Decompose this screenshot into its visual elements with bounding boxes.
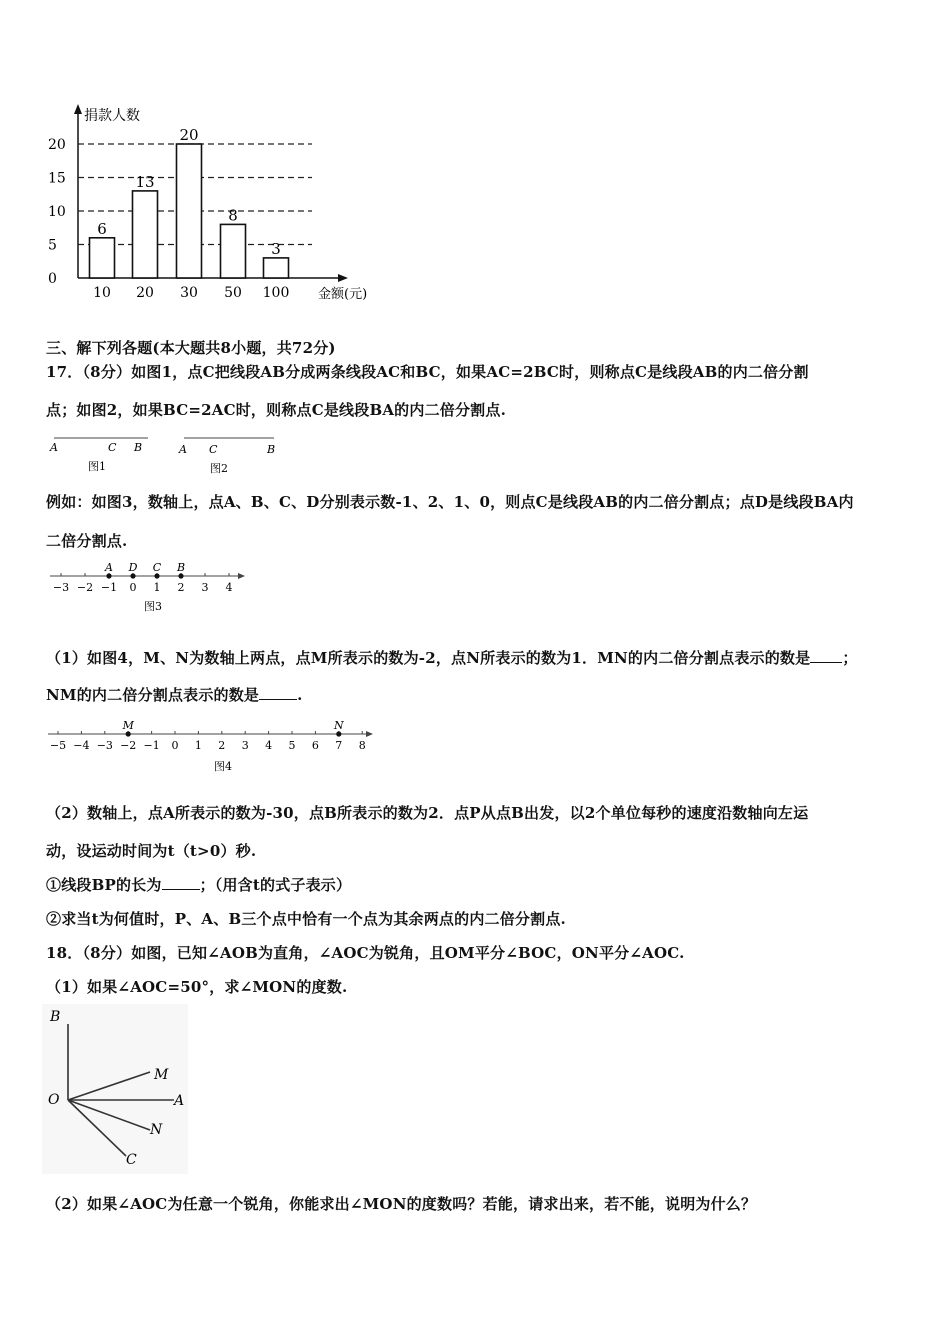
x-tick-label: 20 [136, 285, 154, 301]
tick-label: −3 [96, 739, 113, 752]
label-b: B [134, 441, 143, 454]
q17-figure-1 [46, 430, 156, 475]
q17-figure-4 [46, 714, 376, 776]
tick-label: 8 [358, 739, 366, 752]
tick-label: 3 [241, 739, 249, 752]
part1-tail: ； [842, 649, 858, 667]
figure-caption: 图1 [88, 460, 106, 473]
bar [177, 144, 202, 278]
q17-line1: 17．（8分）如图1，点C把线段AB分成两条线段AC和BC，如果AC=2BC时，则称点C是线段AB的内二倍分割 [46, 363, 809, 381]
tick-label: 2 [218, 739, 226, 752]
point-dot [336, 731, 341, 736]
tick-label: 1 [153, 581, 161, 594]
bar [133, 191, 158, 278]
q18-part2: （2）如果∠AOC为任意一个锐角，你能求出∠MON的度数吗？若能，请求出来，若不能，说明为什么？ [46, 1195, 757, 1213]
q17-part2-sub1 [46, 874, 351, 895]
bar [221, 224, 246, 278]
point-dot [126, 731, 131, 736]
tick-label: −2 [120, 739, 137, 752]
x-tick-label: 50 [224, 285, 242, 301]
point-label: C [152, 561, 162, 574]
q17-example-line1: 例如：如图3，数轴上，点A、B、C、D分别表示数-1、2、1、0，则点C是线段AB的内二倍分割点；点D是线段BA内 [46, 493, 854, 511]
label-c: C [126, 1152, 137, 1168]
q17-figure-2 [176, 430, 286, 475]
bar-value-label: 6 [97, 219, 107, 238]
point-label: B [176, 561, 186, 574]
part1b-text: NM的内二倍分割点表示的数是 [46, 686, 260, 704]
label-c: C [108, 441, 117, 454]
bar [264, 258, 289, 278]
point-label: A [105, 561, 113, 574]
q17-example-line2: 二倍分割点. [46, 532, 128, 550]
bar-value-label: 3 [271, 239, 281, 258]
tick-label: −2 [76, 581, 94, 594]
point-label: N [333, 719, 344, 732]
x-tick-label: 100 [262, 285, 290, 301]
y-axis-arrow [74, 104, 82, 114]
bar [90, 238, 115, 278]
y-tick-label: 15 [48, 170, 66, 187]
figure-caption: 图4 [214, 760, 232, 773]
q17-part1-line1 [46, 647, 858, 668]
section-heading: 三、解下列各题(本大题共8小题，共72分) [46, 339, 336, 357]
figure-caption: 图2 [210, 462, 228, 475]
y-tick-label: 0 [48, 271, 57, 287]
label-b: B [50, 1009, 61, 1025]
label-c: C [209, 443, 218, 456]
q17-part2-line2: 动，设运动时间为t（t>0）秒. [46, 842, 257, 860]
tick-label: −1 [143, 739, 160, 752]
tick-label: −1 [100, 581, 118, 594]
number-line-arrow [366, 731, 373, 737]
sub1-text: ①线段BP的长为 [46, 876, 162, 894]
q18-angle-figure [42, 1004, 192, 1176]
part1b-tail: . [297, 686, 303, 704]
x-axis-arrow [338, 274, 348, 282]
q18-line1: 18．（8分）如图，已知∠AOB为直角，∠AOC为锐角，且OM平分∠BOC，ON平分∠AOC. [46, 944, 685, 962]
y-tick-label: 5 [48, 237, 57, 254]
part1-text: （1）如图4，M、N为数轴上两点，点M所表示的数为-2，点N所表示的数为1．MN的内二倍分割点表示的数是 [46, 649, 811, 667]
q17-part1-line2 [46, 684, 303, 705]
label-a: A [50, 441, 58, 454]
x-tick-label: 30 [180, 285, 198, 301]
q18-part1: （1）如果∠AOC=50°，求∠MON的度数. [46, 978, 348, 996]
figure-background [42, 1004, 188, 1174]
label-a: A [174, 1093, 185, 1109]
sub1-tail: ；（用含t的式子表示） [199, 876, 352, 894]
label-n: N [150, 1122, 163, 1138]
q17-figure-3 [46, 558, 256, 618]
label-o: O [48, 1092, 60, 1108]
point-label: M [122, 719, 134, 732]
point-dot [178, 573, 183, 578]
y-tick-label: 20 [48, 137, 66, 153]
tick-label: 4 [265, 739, 273, 752]
tick-label: 0 [129, 581, 137, 594]
tick-label: 5 [288, 739, 296, 752]
point-dot [106, 573, 111, 578]
q17-part2-line1: （2）数轴上，点A所表示的数为-30，点B所表示的数为2．点P从点B出发，以2个单位每秒的速度沿数轴向左运 [46, 804, 809, 822]
q17-line2: 点；如图2，如果BC=2AC时，则称点C是线段BA的内二倍分割点. [46, 401, 506, 419]
y-tick-label: 10 [48, 204, 66, 220]
answer-blank-1[interactable] [810, 648, 842, 663]
tick-label: −4 [73, 739, 90, 752]
tick-label: −5 [49, 739, 67, 752]
point-label: D [128, 561, 138, 574]
tick-label: 6 [311, 739, 319, 752]
q17-part2-sub2: ②求当t为何值时，P、A、B三个点中恰有一个点为其余两点的内二倍分割点. [46, 910, 566, 928]
bar-value-label: 8 [228, 206, 238, 225]
bar-value-label: 13 [135, 172, 155, 191]
point-dot [130, 573, 135, 578]
tick-label: 4 [225, 581, 233, 594]
tick-label: 3 [201, 581, 209, 594]
tick-label: 1 [194, 739, 202, 752]
answer-blank-2[interactable] [259, 685, 297, 700]
point-dot [154, 573, 159, 578]
label-a: A [179, 443, 187, 456]
x-tick-label: 10 [93, 285, 111, 301]
answer-blank-3[interactable] [162, 875, 200, 890]
tick-label: 7 [335, 739, 343, 752]
y-axis-label: 捐款人数 [84, 108, 140, 124]
tick-label: 2 [177, 581, 185, 594]
tick-label: −3 [52, 581, 70, 594]
bar-value-label: 20 [179, 126, 199, 144]
label-b: B [267, 443, 276, 456]
number-line-arrow [238, 573, 245, 579]
label-m: M [154, 1067, 169, 1083]
figure-caption: 图3 [144, 600, 162, 613]
tick-label: 0 [171, 739, 179, 752]
x-axis-label: 金额(元) [318, 287, 368, 302]
donation-bar-chart [40, 100, 390, 310]
